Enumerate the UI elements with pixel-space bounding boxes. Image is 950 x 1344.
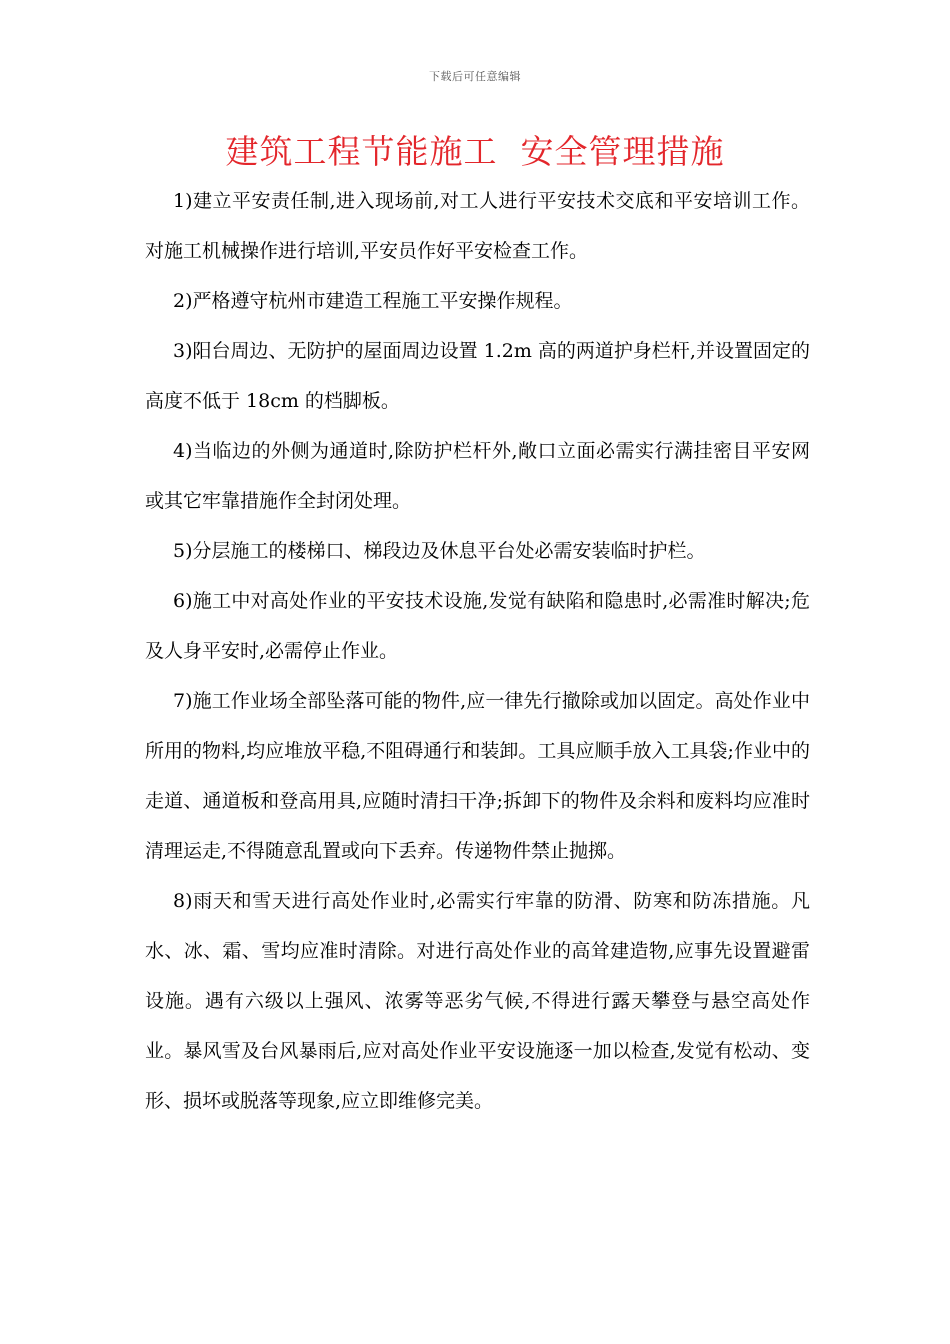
paragraph-4: 4)当临边的外侧为通道时,除防护栏杆外,敞口立面必需实行满挂密目平安网或其它牢靠措施作全封闭处理。 (145, 440, 810, 512)
paragraph-6: 6)施工中对高处作业的平安技术设施,发觉有缺陷和隐患时,必需准时解决;危及人身平安时,必需停止作业。 (145, 590, 810, 662)
document-body (145, 176, 810, 1126)
header-note: 下载后可任意编辑 (429, 70, 521, 83)
paragraph-7: 7)施工作业场全部坠落可能的物件,应一律先行撤除或加以固定。高处作业中所用的物料,均应堆放平稳,不阻碍通行和装卸。工具应顺手放入工具袋;作业中的走道、通道板和登高用具,应随时清扫干净;拆卸下的物件及余料和废料均应准时清理运走,不得随意乱置或向下丢弃。传递物件禁止抛掷。 (145, 690, 810, 862)
paragraph-3: 3)阳台周边、无防护的屋面周边设置 1.2m 高的两道护身栏杆,并设置固定的高度不低于 18cm 的档脚板。 (145, 340, 810, 412)
paragraph-5: 5)分层施工的楼梯口、梯段边及休息平台处必需安装临时护栏。 (173, 540, 706, 562)
paragraph-8: 8)雨天和雪天进行高处作业时,必需实行牢靠的防滑、防寒和防冻措施。凡水、冰、霜、雪均应准时清除。对进行高处作业的高耸建造物,应事先设置避雷设施。遇有六级以上强风、浓雾等恶劣气候,不得进行露天攀登与悬空高处作业。暴风雪及台风暴雨后,应对高处作业平安设施逐一加以检查,发觉有松动、变形、损坏或脱落等现象,应立即维修完美。 (145, 890, 810, 1112)
paragraph-1: 1)建立平安责任制,进入现场前,对工人进行平安技术交底和平安培训工作。对施工机械操作进行培训,平安员作好平安检查工作。 (145, 190, 810, 262)
paragraph-2: 2)严格遵守杭州市建造工程施工平安操作规程。 (173, 290, 573, 312)
document-title: 建筑工程节能施工 安全管理措施 (225, 132, 725, 171)
